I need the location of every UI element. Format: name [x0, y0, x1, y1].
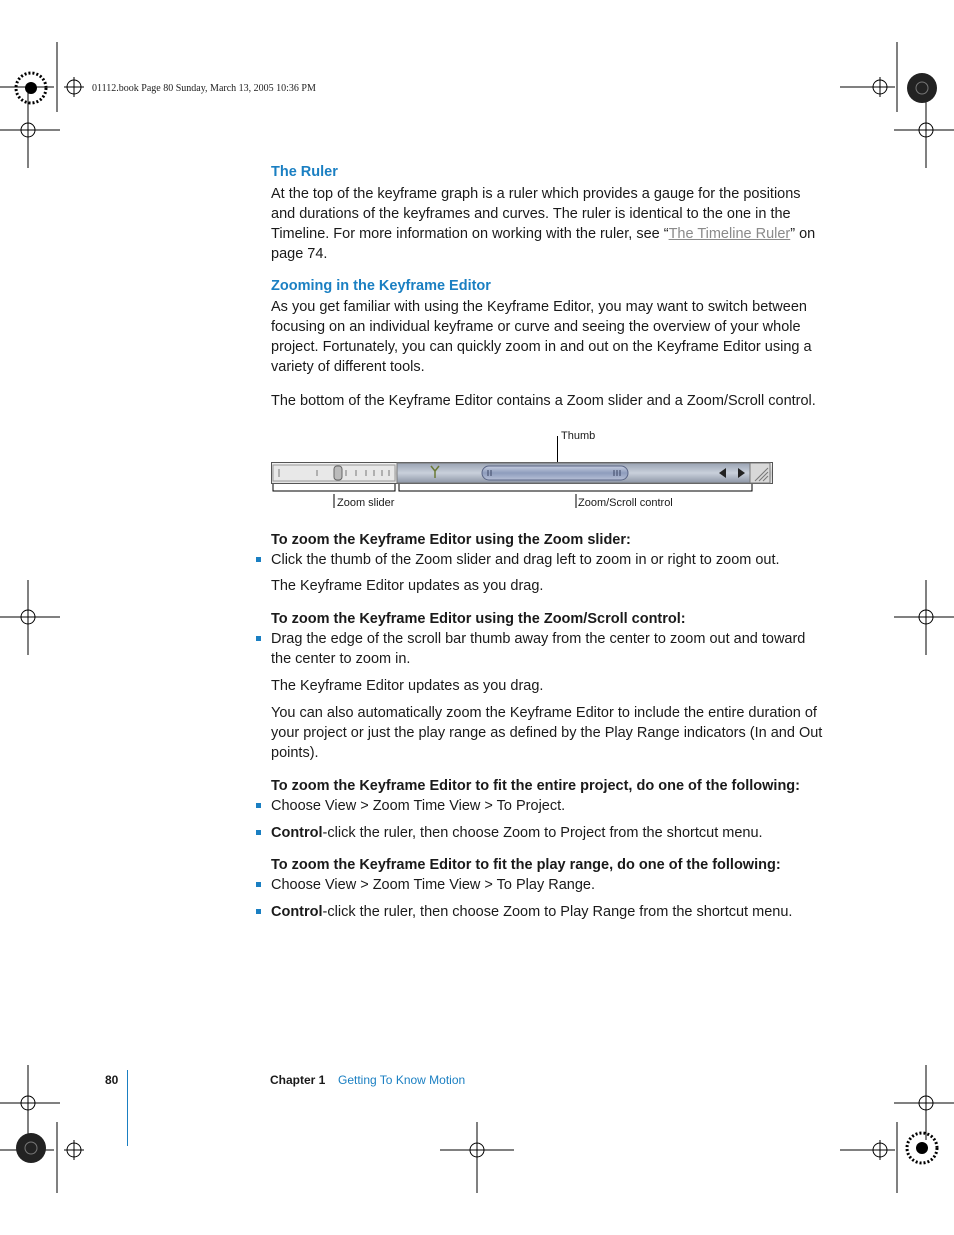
task4-bullet-2-text: -click the ruler, then choose Zoom to Play Range from the shortcut menu. [322, 904, 793, 920]
task2-paragraph [271, 703, 831, 763]
task4-bullet-1: Choose View > Zoom Time View > To Play Range. [271, 877, 596, 893]
thumb-callout-line [557, 436, 558, 463]
ruler-line-3 [271, 224, 831, 244]
task1-result: The Keyframe Editor updates as you drag. [271, 578, 544, 594]
bullet-icon [256, 909, 261, 914]
zoom-control-bar [271, 462, 773, 486]
task-heading-zoom-slider: To zoom the Keyframe Editor using the Zoom slider: [271, 532, 631, 548]
footer-chapter-title: Getting To Know Motion [338, 1073, 466, 1087]
bullet-icon [256, 557, 261, 562]
timeline-ruler-link[interactable]: The Timeline Ruler [668, 226, 791, 242]
task2-result: The Keyframe Editor updates as you drag. [271, 678, 544, 694]
zoom-scroll-callout-label: Zoom/Scroll control [578, 497, 673, 509]
task3-bullet-2-text: -click the ruler, then choose Zoom to Project from the shortcut menu. [322, 825, 763, 841]
control-key-label: Control [271, 904, 323, 920]
task4-bullet-2 [271, 902, 792, 922]
scroll-thumb [482, 466, 628, 480]
print-slug: 01112.book Page 80 Sunday, March 13, 2005 10:36 PM [92, 83, 316, 94]
ruler-line-4: page 74. [271, 246, 328, 262]
zoom-slider-thumb [334, 466, 342, 480]
task2-bullet-line-2: the center to zoom in. [271, 651, 411, 667]
zoom-line-4: variety of different tools. [271, 359, 425, 375]
footer-rule [127, 1070, 128, 1146]
ruler-line-3a: Timeline. For more information on working with the ruler, see “ [271, 226, 669, 242]
zoom-slider-callout-label: Zoom slider [337, 497, 395, 509]
ruler-line-2: and durations of the keyframes and curves. The ruler is identical to the one in the [271, 206, 791, 222]
task-heading-fit-play-range: To zoom the Keyframe Editor to fit the play range, do one of the following: [271, 857, 781, 873]
bullet-icon [256, 636, 261, 641]
section-heading-zooming: Zooming in the Keyframe Editor [271, 278, 491, 294]
task-heading-zoom-scroll: To zoom the Keyframe Editor using the Zoom/Scroll control: [271, 611, 686, 627]
ruler-line-3b: ” on [790, 226, 816, 242]
section-heading-ruler: The Ruler [271, 164, 338, 180]
bullet-icon [256, 830, 261, 835]
zoom-paragraph-2: The bottom of the Keyframe Editor contains a Zoom slider and a Zoom/Scroll control. [271, 393, 816, 409]
page-number: 80 [105, 1073, 119, 1087]
task2-para-line-3: points). [271, 745, 319, 761]
task3-bullet-1: Choose View > Zoom Time View > To Project. [271, 798, 566, 814]
task3-bullet-2 [271, 823, 763, 843]
task2-para-line-1: You can also automatically zoom the Keyframe Editor to include the entire duration of [271, 705, 817, 721]
task2-bullet-line-1: Drag the edge of the scroll bar thumb away from the center to zoom out and toward [271, 631, 806, 647]
thumb-callout-label: Thumb [561, 430, 596, 442]
zoom-line-1: As you get familiar with using the Keyframe Editor, you may want to switch between [271, 299, 807, 315]
ruler-line-1: At the top of the keyframe graph is a ruler which provides a gauge for the positions [271, 186, 801, 202]
footer-chapter: Chapter 1 [270, 1073, 326, 1087]
zoom-line-3: project. Fortunately, you can quickly zoom in and out on the Keyframe Editor using a [271, 339, 812, 355]
task-heading-fit-project: To zoom the Keyframe Editor to fit the entire project, do one of the following: [271, 778, 800, 794]
zoom-paragraph [271, 297, 831, 377]
task2-bullet [271, 629, 831, 669]
task2-para-line-2: your project or just the play range as defined by the Play Range indicators (In and Out [271, 725, 823, 741]
zoom-line-2: focusing on an individual keyframe or curve and seeing the overview of your whole [271, 319, 801, 335]
ruler-paragraph [271, 184, 831, 264]
bullet-icon [256, 803, 261, 808]
control-key-label: Control [271, 825, 323, 841]
task1-bullet: Click the thumb of the Zoom slider and drag left to zoom in or right to zoom out. [271, 552, 780, 568]
bullet-icon [256, 882, 261, 887]
